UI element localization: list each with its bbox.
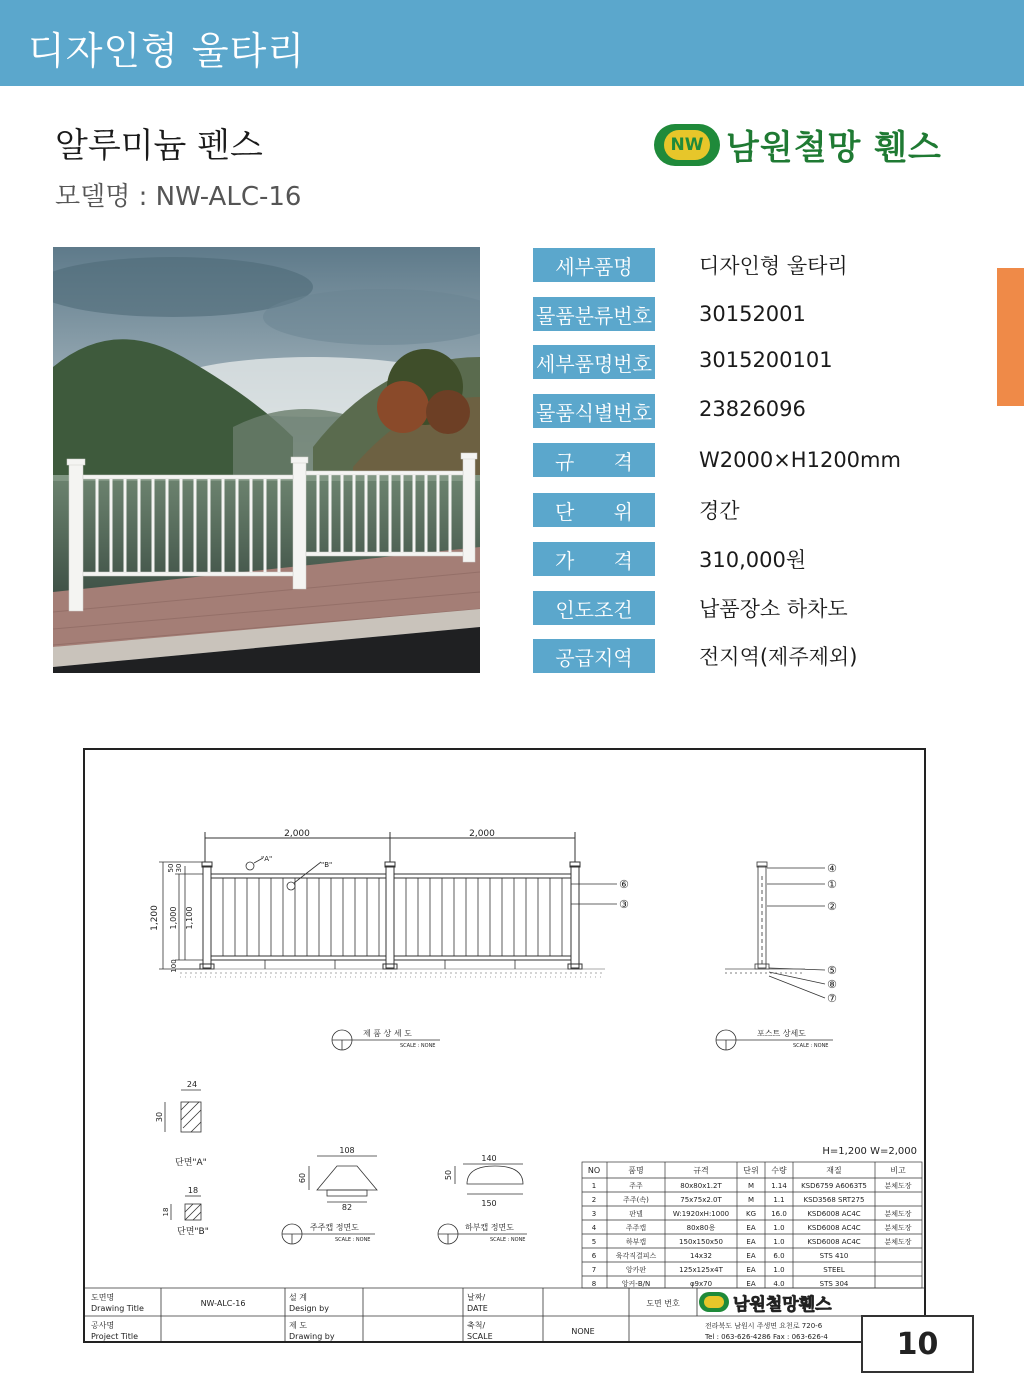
- spec-row: [533, 345, 953, 379]
- model-name: 모델명 : NW-ALC-16: [55, 182, 302, 212]
- brand: [654, 120, 942, 169]
- bom-cell: EA: [746, 1252, 756, 1260]
- bom-cell: 분체도장: [884, 1210, 912, 1218]
- bom-cell: KG: [745, 1210, 757, 1218]
- bom-cell: 2: [591, 1196, 597, 1204]
- title-drawing-en: Drawing Title: [91, 1304, 144, 1313]
- title-drawing-val: NW-ALC-16: [200, 1299, 246, 1308]
- title-scale-en: SCALE: [467, 1332, 493, 1341]
- spec-value: 디자인형 울타리: [699, 254, 848, 278]
- title-drawn-ko: 제 도: [289, 1321, 307, 1330]
- cap-width: 108: [339, 1146, 355, 1155]
- spec-row: [533, 591, 953, 625]
- title-company: 남원철망휀스: [733, 1295, 832, 1315]
- callout-8: ⑧: [827, 978, 837, 991]
- bom-cell: 판넬: [629, 1210, 643, 1218]
- spec-label-char: 가: [555, 548, 575, 573]
- spec-label: 물품분류번호: [533, 297, 655, 331]
- bom-cell: 4: [591, 1224, 597, 1232]
- view-scale-front: SCALE : NONE: [400, 1043, 436, 1049]
- section-a-width: 24: [186, 1080, 198, 1089]
- bom-cell: 6: [591, 1252, 597, 1260]
- dim-height-top: 50: [167, 863, 175, 873]
- view-title-post: 포스트 상세도: [757, 1029, 806, 1038]
- dim-height-top-2: 30: [175, 863, 183, 873]
- bom-cell: 3: [591, 1210, 597, 1218]
- bom-header: 비고: [890, 1166, 906, 1175]
- bom-cell: 주주캡: [625, 1224, 647, 1232]
- title-date-en: DATE: [467, 1304, 488, 1313]
- bom-header: 재질: [826, 1166, 842, 1175]
- spec-row: [533, 248, 953, 282]
- brand-logo: [654, 124, 720, 166]
- spec-value: 3015200101: [699, 348, 833, 372]
- title-design-en: Design by: [289, 1304, 329, 1313]
- dim-span-1: 2,000: [284, 829, 310, 839]
- spec-value: 전지역(제주제외): [699, 645, 858, 669]
- bom-cell: 16.0: [771, 1210, 787, 1218]
- dim-height-sub: 1,100: [185, 906, 194, 930]
- dim-height-panel: 1,000: [169, 906, 178, 930]
- bom-cell: 4.0: [773, 1280, 785, 1288]
- bom-rows: [592, 1181, 912, 1288]
- callout-2: ②: [827, 900, 837, 913]
- section-b-width: 18: [187, 1186, 199, 1195]
- title-drawing-no: 도면 번호: [646, 1299, 680, 1308]
- bom-cell: 주주: [629, 1182, 643, 1190]
- title-block: [91, 1292, 832, 1341]
- spec-label: 세부품명: [533, 248, 655, 282]
- spec-label-char: 규: [555, 449, 575, 474]
- bom-cell: 1.1: [773, 1196, 785, 1204]
- bom-header: NO: [587, 1166, 601, 1175]
- bom-cell: STS 410: [819, 1252, 849, 1260]
- title-company-logo: [699, 1292, 729, 1312]
- spec-label: 인도조건: [533, 591, 655, 625]
- bom-cell: EA: [746, 1224, 756, 1232]
- dim-span-2: 2,000: [469, 829, 495, 839]
- header-bar: [0, 0, 1024, 86]
- bom-cell: 14x32: [690, 1252, 712, 1260]
- spec-value: 30152001: [699, 302, 806, 326]
- bom-header: 단위: [743, 1166, 759, 1175]
- page-title: 디자인형 울타리: [28, 29, 306, 73]
- bom-cell: 125x125x4T: [679, 1266, 723, 1274]
- bom-cell: 1: [591, 1182, 597, 1190]
- bom-cell: EA: [746, 1238, 756, 1246]
- bom-cell: 분체도장: [884, 1238, 912, 1246]
- view-title-front: 제 품 상 세 도: [363, 1029, 412, 1038]
- bom-cell: 80x80용: [686, 1224, 716, 1232]
- title-drawing-ko: 도면명: [91, 1293, 115, 1302]
- callout-b: "B": [321, 861, 333, 869]
- brand-logo-text: NW: [664, 130, 710, 160]
- bom-cell: 1.0: [773, 1224, 785, 1232]
- callout-4: ④: [827, 862, 837, 875]
- spec-value: W2000×H1200mm: [699, 448, 901, 472]
- bom-header: 품명: [628, 1166, 644, 1175]
- spec-value: 310,000원: [699, 548, 807, 572]
- bom-cell: 6.0: [773, 1252, 785, 1260]
- spec-row: [533, 493, 953, 527]
- brand-name: 남원철망 휀스: [726, 128, 942, 168]
- bom-cell: 5: [591, 1238, 597, 1246]
- bom-cell: M: [747, 1182, 755, 1190]
- bom-cell: 150x150x50: [679, 1238, 723, 1246]
- technical-drawing: [83, 748, 926, 1343]
- spec-row: [533, 542, 953, 576]
- title-scale-ko: 축척/: [467, 1321, 486, 1330]
- spec-label-char: 격: [613, 548, 633, 573]
- title-drawn-en: Drawing by: [289, 1332, 335, 1341]
- spec-value: 23826096: [699, 397, 806, 421]
- cap-height: 60: [298, 1172, 307, 1184]
- front-view: [200, 832, 582, 969]
- bom-cell: W:1920xH:1000: [672, 1210, 730, 1218]
- size-note: H=1,200 W=2,000: [822, 1146, 917, 1157]
- callout-3: ③: [619, 898, 629, 911]
- section-views: [165, 1090, 201, 1220]
- spec-label: 물품식별번호: [533, 394, 655, 428]
- callout-1: ①: [827, 878, 837, 891]
- callout-5: ⑤: [827, 964, 837, 977]
- spec-label-char: 단: [555, 499, 575, 524]
- callout-a: "A": [261, 855, 273, 863]
- section-b-label: 단면"B": [177, 1227, 209, 1237]
- spec-label: [533, 542, 655, 576]
- base-height: 50: [444, 1169, 453, 1181]
- bom-cell: M: [747, 1196, 755, 1204]
- view-title-cap: 주주캡 정면도: [310, 1223, 359, 1232]
- spec-label-char: 격: [613, 449, 633, 474]
- bom-cell: 1.14: [771, 1182, 787, 1190]
- spec-label-char: 위: [613, 499, 633, 524]
- spec-label: [533, 443, 655, 477]
- section-a-height: 30: [155, 1111, 164, 1123]
- view-title-base: 하부캡 정면도: [465, 1223, 514, 1232]
- cap-base: 82: [341, 1203, 353, 1212]
- dim-height-total: 1,200: [150, 905, 160, 931]
- bom-cell: 7: [591, 1266, 597, 1274]
- drawing-svg: [85, 750, 926, 1343]
- bom-cell: 분체도장: [884, 1182, 912, 1190]
- ground-line: [180, 969, 605, 977]
- spec-label: [533, 493, 655, 527]
- front-view-dims: [159, 858, 617, 969]
- bom-cell: KSD6759 A6063T5: [801, 1182, 867, 1190]
- bom-cell: STEEL: [823, 1266, 845, 1274]
- bom-cell: 75x75x2.0T: [680, 1196, 722, 1204]
- bom-cell: 8: [591, 1280, 597, 1288]
- title-address: 전라북도 남원시 주생면 요천로 720-6: [705, 1322, 823, 1330]
- spec-label: 공급지역: [533, 639, 655, 673]
- post-view: [725, 862, 825, 998]
- title-date-ko: 날짜/: [467, 1293, 486, 1302]
- spec-value: 납품장소 하차도: [699, 597, 848, 621]
- base-width: 140: [481, 1154, 497, 1163]
- view-scale-base: SCALE : NONE: [490, 1237, 526, 1243]
- bom-cell: 1.0: [773, 1266, 785, 1274]
- page-number: 10: [861, 1315, 974, 1373]
- section-a-label: 단면"A": [175, 1158, 207, 1168]
- bom-cell: 앙카판: [625, 1266, 647, 1274]
- spec-row: [533, 443, 953, 477]
- bom-cell: 1.0: [773, 1238, 785, 1246]
- bom-cell: KSD6008 AC4C: [807, 1224, 861, 1232]
- bom-cell: EA: [746, 1280, 756, 1288]
- bom-cell: 80x80x1.2T: [680, 1182, 722, 1190]
- product-photo: [53, 247, 480, 673]
- spec-value: 경간: [699, 499, 740, 523]
- view-scale-post: SCALE : NONE: [793, 1043, 829, 1049]
- spec-row: [533, 394, 953, 428]
- bom-header: 규격: [693, 1166, 709, 1175]
- spec-row: [533, 297, 953, 331]
- dim-height-bottom: 100: [170, 959, 178, 973]
- title-design-ko: 설 계: [289, 1293, 307, 1302]
- bom-cell: KSD6008 AC4C: [807, 1238, 861, 1246]
- bom-cell: KSD3568 SRT275: [803, 1196, 865, 1204]
- callout-6: ⑥: [619, 878, 629, 891]
- title-phone: Tel : 063-626-4286 Fax : 063-626-4: [705, 1333, 828, 1341]
- bom-cell: φ9x70: [689, 1280, 713, 1288]
- front-view-bars: [223, 878, 562, 969]
- bom-table: [588, 1165, 906, 1175]
- title-project-en: Project Title: [91, 1332, 139, 1341]
- callout-7: ⑦: [827, 992, 837, 1005]
- bom-cell: KSD6008 AC4C: [807, 1210, 861, 1218]
- spec-label: 세부품명번호: [533, 345, 655, 379]
- bom-header: 수량: [771, 1166, 787, 1175]
- view-scale-cap: SCALE : NONE: [335, 1237, 371, 1243]
- bom-cell: 하부캡: [625, 1238, 647, 1246]
- bom-cell: 육각직결피스: [615, 1252, 657, 1260]
- spec-row: [533, 639, 953, 673]
- title-project-ko: 공사명: [91, 1321, 115, 1330]
- bom-cell: EA: [746, 1266, 756, 1274]
- base-base: 150: [481, 1199, 497, 1208]
- bom-cell: 앙커-B/N: [621, 1280, 651, 1288]
- post-view-labels: [827, 862, 837, 1005]
- bom-cell: 주주(속): [623, 1196, 649, 1204]
- side-tab-marker: [997, 268, 1024, 406]
- title-scale-val: NONE: [571, 1327, 595, 1336]
- bom-cell: 분체도장: [884, 1224, 912, 1232]
- bom-cell: STS 304: [819, 1280, 849, 1288]
- product-name: 알루미늄 펜스: [55, 126, 263, 166]
- section-b-height: 18: [162, 1207, 170, 1217]
